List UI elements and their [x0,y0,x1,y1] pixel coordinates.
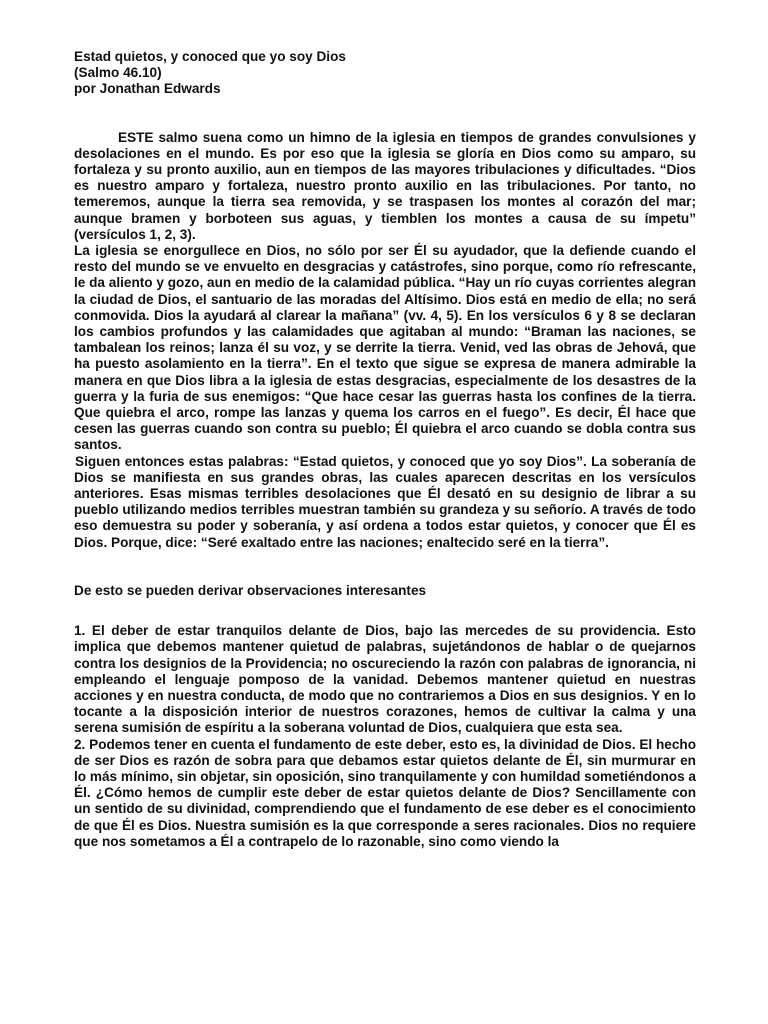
intro-paragraph-2: La iglesia se enorgullece en Dios, no sólo por ser Él su ayudador, que la defiende cuando el resto del mundo se ve envuelto en desgracias y catástrofes, sino porque, como río refrescante, le da aliento y gozo, aun en medio de la calamidad pública. “Hay un río cuyas corrientes alegran la ciudad de Dios, el santuario de las moradas del Altísimo. Dios está en medio de ella; no será conmovida. Dios la ayudará al clarear la mañana” (vv. 4, 5). En los versículos 6 y 8 se declaran los cambios profundos y las calamidades que agitaban al mundo: “Braman las naciones, se tambalean los reinos; lanza él su voz, y se derrite la tierra. Venid, ved las obras de Jehová, que ha puesto asolamiento en la tierra”. En el texto que sigue se expresa de manera admirable la manera en que Dios libra a la iglesia de estas desgracias, especialmente de los desastres de la guerra y la furia de sus enemigos: “Que hace cesar las guerras hasta los confines de la tierra. Que quiebra el arco, rompe las lanzas y quema los carros en el fuego”. Es decir, Él hace que cesen las guerras cuando son contra su pueblo; Él quiebra el arco cuando se dobla contra sus santos. [74,243,696,453]
observation-paragraph-2: 2. Podemos tener en cuenta el fundamento de este deber, esto es, la divinidad de Dios. El hecho de ser Dios es razón de sobra para que debamos estar quietos delante de Él, sin murmurar en lo más mínimo, sin objetar, sin oposición, sino tranquilamente y con humildad sometiéndonos a Él. ¿Cómo hemos de cumplir este deber de estar quietos delante de Dios? Sencillamente con un sentido de su divinidad, comprendiendo que el fundamento de ese deber es el conocimiento de que Él es Dios. Nuestra sumisión es la que corresponde a seres racionales. Dios no requiere que nos sometamos a Él a contrapelo de lo razonable, sino como viendo la [74,736,696,849]
section-heading: De esto se pueden derivar observaciones interesantes [74,582,427,598]
intro-paragraph-3: Siguen entonces estas palabras: “Estad quietos, y conoced que yo soy Dios”. La soberanía de Dios se manifiesta en sus grandes obras, las cuales aparecen descritas en los versículos anteriores. Esas mismas terribles desolaciones que Él desató en su designio de librar a su pueblo utilizando medios terribles muestran también su grandeza y su señorío. A través de todo eso demuestra su poder y soberanía, y así ordena a todos estar quietos, y conocer que Él es Dios. Porque, dice: “Seré exaltado entre las naciones; enaltecido seré en la tierra”. [74,453,696,550]
scripture-reference: (Salmo 46.10) [74,65,162,81]
author-line: por Jonathan Edwards [74,81,221,97]
observation-paragraph-1: 1. El deber de estar tranquilos delante de Dios, bajo las mercedes de su providencia. Esto implica que debemos mantener quietud de palabras, sujetándonos de hablar o de quejarnos contra los designios de la Providencia; no oscureciendo la razón con palabras de ignorancia, ni empleando el lenguaje pomposo de la vanidad. Debemos mantener quietud en nuestras acciones y en nuestra conducta, de modo que no contrariemos a Dios en sus designios. Y en lo tocante a la disposición interior de nuestros corazones, hemos de cultivar la calma y una serena sumisión de espíritu a la soberana voluntad de Dios, cualquiera que esta sea. [74,623,696,736]
document-title: Estad quietos, y conoced que yo soy Dios [74,49,346,64]
observations-section [74,623,696,850]
document-header [74,49,696,98]
intro-paragraph-1: ESTE salmo suena como un himno de la iglesia en tiempos de grandes convulsiones y desolaciones en el mundo. Es por eso que la iglesia se gloría en Dios como su amparo, su fortaleza y su pronto auxilio, aun en tiempos de las mayores tribulaciones y dificultades. “Dios es nuestro amparo y fortaleza, nuestro pronto auxilio en las tribulaciones. Por tanto, no temeremos, aunque la tierra sea removida, y se traspasen los montes al corazón del mar; aunque bramen y borboteen sus aguas, y tiemblen los montes a causa de su ímpetu” (versículos 1, 2, 3). [74,129,696,242]
intro-section [74,130,696,551]
